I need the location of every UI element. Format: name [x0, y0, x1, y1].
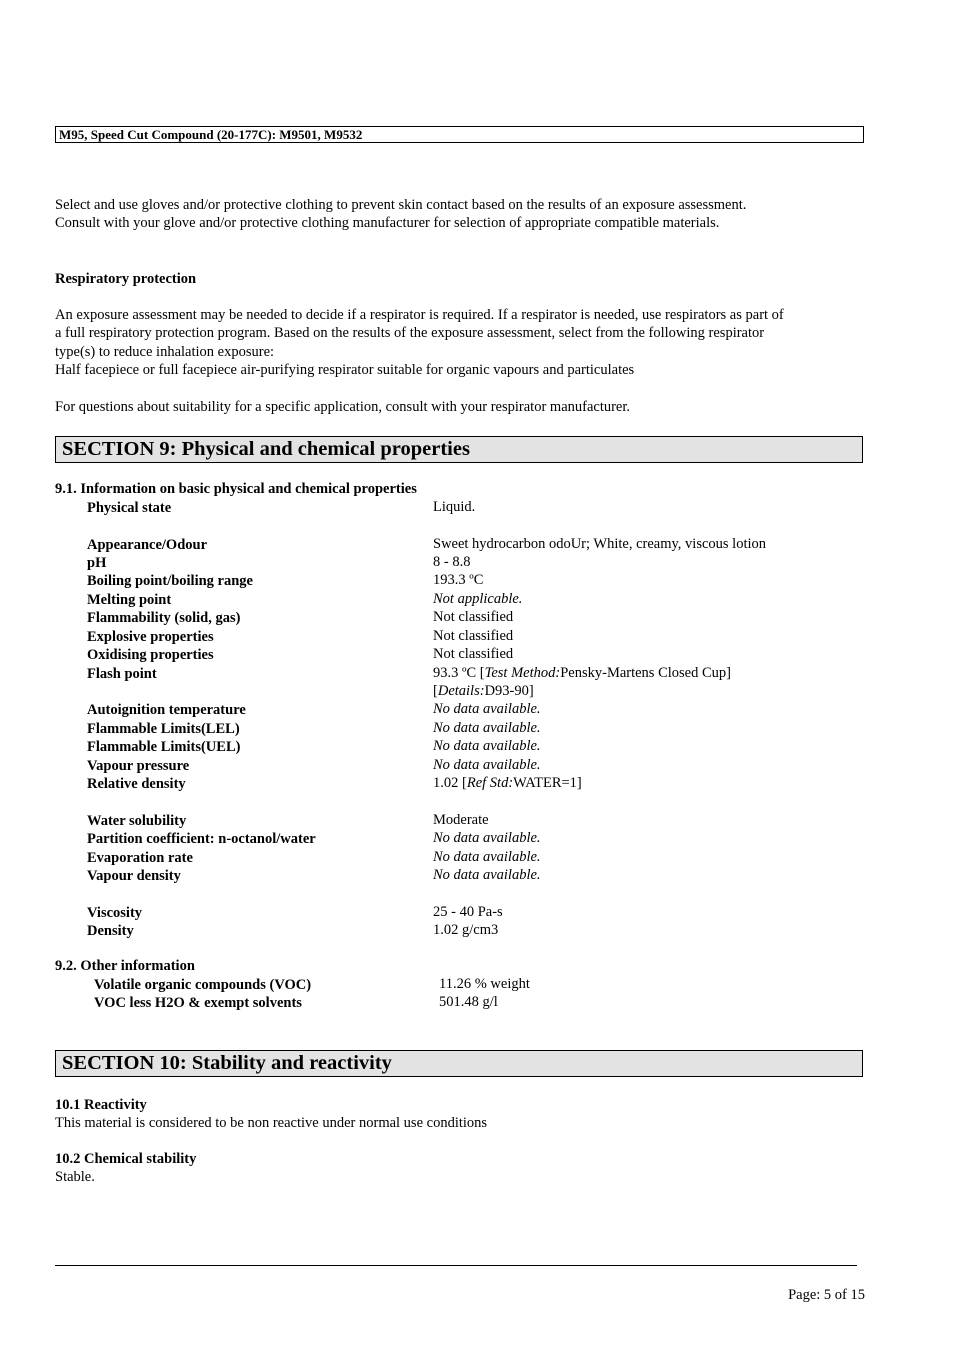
respiratory-heading: Respiratory protection — [55, 271, 197, 287]
prop-label: Viscosity — [87, 905, 143, 921]
prop-label: Evaporation rate — [87, 850, 193, 866]
section-9-2-heading: 9.2. Other information — [55, 958, 195, 974]
prop-label: Volatile organic compounds (VOC) — [94, 977, 312, 993]
respiratory-consult-text: For questions about suitability for a specific application, consult with your respirator manufacturer. — [55, 399, 631, 415]
prop-label: Appearance/Odour — [87, 537, 208, 553]
prop-label: Flammability (solid, gas) — [87, 610, 241, 626]
prop-value: 501.48 g/l — [439, 994, 498, 1010]
prop-value: Not applicable. — [433, 591, 523, 607]
prop-value: 8 - 8.8 — [433, 554, 471, 570]
footer-divider — [55, 1265, 857, 1266]
prop-label: Vapour pressure — [87, 758, 190, 774]
prop-label: VOC less H2O & exempt solvents — [94, 995, 302, 1011]
section-9-1-heading: 9.1. Information on basic physical and chemical properties — [55, 481, 417, 497]
prop-value: Moderate — [433, 812, 489, 828]
section-9-title: SECTION 9: Physical and chemical properties — [55, 436, 863, 463]
prop-label: Partition coefficient: n-octanol/water — [87, 831, 316, 847]
chemical-stability-text: Stable. — [55, 1169, 95, 1185]
flash-point-value: 93.3 ºC [Test Method:Pensky-Martens Closed Cup] [Details:D93-90] — [433, 665, 731, 700]
prop-value: No data available. — [433, 738, 541, 754]
reactivity-text: This material is considered to be non reactive under normal use conditions — [55, 1115, 488, 1131]
prop-label: Autoignition temperature — [87, 702, 246, 718]
prop-label: Relative density — [87, 776, 186, 792]
prop-label: Melting point — [87, 592, 172, 608]
prop-value: Not classified — [433, 646, 514, 662]
document-header: M95, Speed Cut Compound (20-177C): M9501, M9532 — [55, 126, 864, 143]
prop-value: 1.02 g/cm3 — [433, 922, 499, 938]
section-10-title: SECTION 10: Stability and reactivity — [55, 1050, 863, 1077]
prop-label: Density — [87, 923, 134, 939]
prop-label: Water solubility — [87, 813, 187, 829]
prop-value: 11.26 % weight — [439, 976, 530, 992]
respiratory-text: An exposure assessment may be needed to decide if a respirator is required. If a respirator is needed, use respirators as part of a full respiratory protection program. Based on the results of the exposure assessment, select from the following respirator type(s) to reduce inhalation exposure: Half facepiece or full facepiece air-purifying respirator suitable for organic vapours and particulates — [55, 307, 784, 378]
prop-label: Vapour density — [87, 868, 181, 884]
prop-value: 25 - 40 Pa-s — [433, 904, 503, 920]
prop-value: No data available. — [433, 701, 541, 717]
chemical-stability-heading: 10.2 Chemical stability — [55, 1151, 197, 1167]
prop-value: Liquid. — [433, 499, 476, 515]
prop-value: No data available. — [433, 720, 541, 736]
prop-value: No data available. — [433, 757, 541, 773]
prop-value: Not classified — [433, 609, 514, 625]
prop-value: Not classified — [433, 628, 514, 644]
prop-value: No data available. — [433, 867, 541, 883]
prop-label: Oxidising properties — [87, 647, 214, 663]
reactivity-heading: 10.1 Reactivity — [55, 1097, 147, 1113]
prop-label: pH — [87, 555, 107, 571]
prop-value: No data available. — [433, 830, 541, 846]
relative-density-value: 1.02 [Ref Std:WATER=1] — [433, 775, 582, 791]
page-number: Page: 5 of 15 — [788, 1287, 865, 1303]
skin-protection-text: Select and use gloves and/or protective clothing to prevent skin contact based on the results of an exposure assessment. Consult with your glove and/or protective clothing manufacturer for selection of appropriate compatible materials. — [55, 197, 747, 232]
prop-label: Physical state — [87, 500, 172, 516]
prop-label: Flash point — [87, 666, 157, 682]
prop-label: Boiling point/boiling range — [87, 573, 253, 589]
prop-value: 193.3 ºC — [433, 572, 484, 588]
prop-label: Flammable Limits(LEL) — [87, 721, 240, 737]
prop-label: Explosive properties — [87, 629, 214, 645]
prop-value: No data available. — [433, 849, 541, 865]
prop-label: Flammable Limits(UEL) — [87, 739, 241, 755]
prop-value: Sweet hydrocarbon odoUr; White, creamy, viscous lotion — [433, 536, 767, 552]
